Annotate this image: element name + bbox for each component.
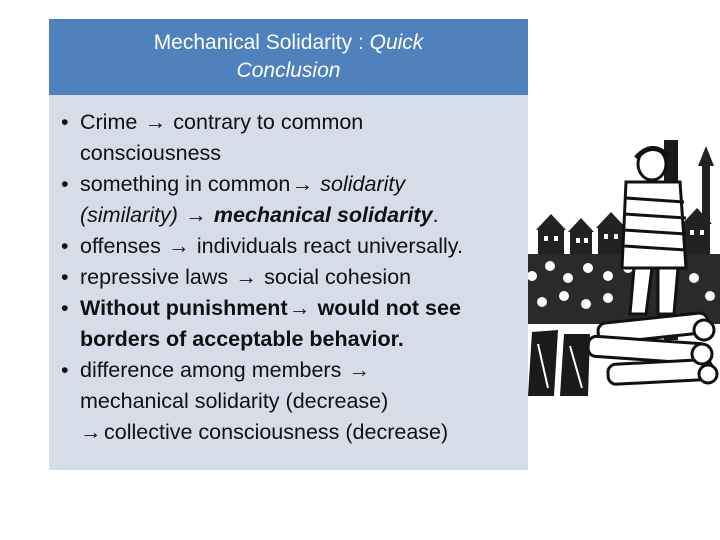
bullet-dot: • (61, 172, 69, 196)
bullet-item-something-in-common (61, 169, 528, 231)
content-card (49, 19, 528, 470)
bullet-text: solidarity (314, 172, 406, 196)
arrow-icon: → (291, 172, 314, 196)
bullet-item-repressive-laws (61, 262, 528, 293)
arrow-icon: → (144, 110, 167, 134)
bullet-continuation (80, 200, 528, 231)
bullet-text: offenses (80, 234, 167, 258)
slide-title (49, 19, 528, 95)
arrow-icon: → (235, 265, 257, 289)
bullet-text: difference among members (80, 358, 348, 382)
bullet-text: collective consciousness (decrease) (104, 420, 449, 444)
bullet-continuation: consciousness (80, 141, 222, 165)
bullet-dot: • (61, 110, 69, 134)
bullet-text: contrary to common (167, 110, 364, 134)
bullet-continuation: mechanical solidarity (decrease) (80, 389, 389, 413)
bullet-dot: • (61, 265, 69, 289)
arrow-icon: → (288, 296, 311, 320)
bullet-item-difference (61, 355, 528, 448)
arrow-icon: → (80, 420, 102, 444)
bullet-text: . (432, 203, 439, 227)
arrow-icon: → (348, 358, 371, 382)
bullet-dot: • (61, 296, 69, 320)
bullet-dot: • (61, 234, 69, 258)
bullet-continuation: borders of acceptable behavior. (80, 327, 404, 351)
bullet-text: Crime (80, 110, 144, 134)
bullet-list (49, 95, 528, 448)
title-italic-text: Quick (369, 31, 424, 54)
arrow-icon: → (185, 203, 207, 227)
title-text: Mechanical Solidarity : (153, 31, 370, 54)
bullet-continuation (80, 417, 528, 448)
bullet-text: social cohesion (258, 265, 412, 289)
bullet-text: repressive laws (80, 265, 235, 289)
bullet-text: something in common (80, 172, 291, 196)
woodcut-illustration (498, 118, 720, 396)
bullet-text: (similarity) (80, 203, 184, 227)
bullet-item-offenses (61, 231, 528, 262)
bullet-text: Without punishment (80, 296, 288, 320)
bullet-dot: • (61, 358, 69, 382)
arrow-icon: → (168, 234, 190, 258)
bullet-item-without-punishment (61, 293, 528, 355)
bullet-text: mechanical solidarity (207, 203, 433, 227)
title-second-line: Conclusion (236, 59, 341, 82)
bullet-text: individuals react universally. (190, 234, 463, 258)
bullet-text: would not see (311, 296, 461, 320)
bullet-item-crime (61, 107, 528, 169)
